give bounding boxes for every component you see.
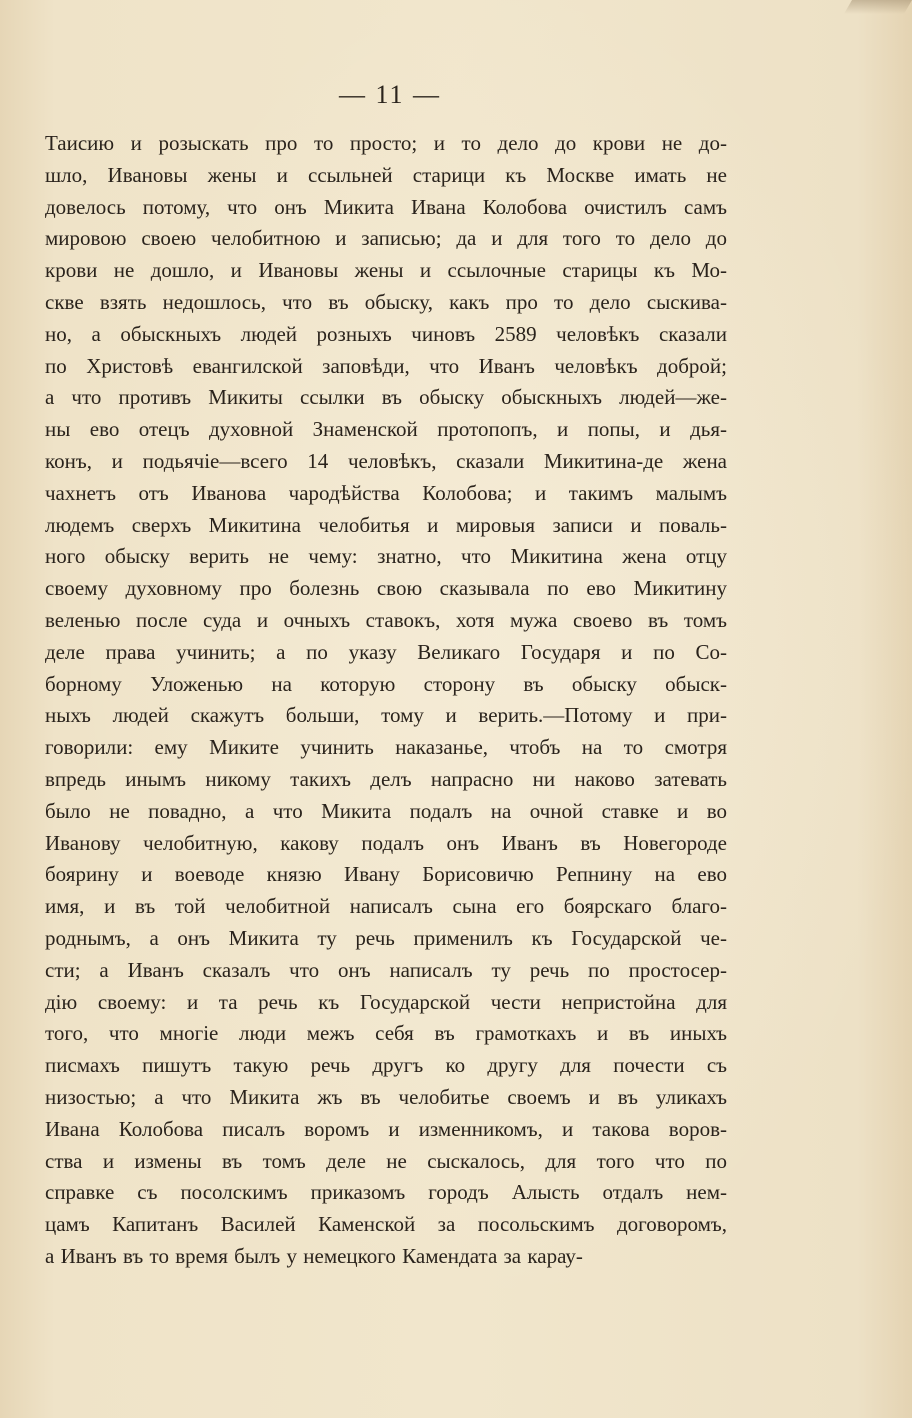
text-line: веленью после суда и очныхъ ставокъ, хотя мужа своево въ томъ (45, 607, 727, 632)
text-line: цамъ Капитанъ Василей Каменской за посольскимъ договоромъ, (45, 1212, 727, 1237)
text-line: своему духовному про болезнь свою сказывала по ево Микитину (45, 576, 727, 601)
text-line: чахнетъ отъ Иванова чародѣйства Колобова; и такимъ малымъ (45, 480, 727, 505)
text-line: справке съ посолскимъ приказомъ городъ Алысть отдалъ нем- (45, 1180, 727, 1205)
text-line: а Иванъ въ то время былъ у немецкого Камендата за карау- (45, 1243, 583, 1268)
text-line: говорили: ему Миките учинить наказанье, чтобъ на то смотря (45, 735, 727, 760)
text-line: сти; а Иванъ сказалъ что онъ написалъ ту речь по простосер- (45, 957, 727, 982)
page-number: — 11 — (338, 80, 442, 109)
text-line: писмахъ пишутъ такую речь другъ ко другу для почести съ (45, 1053, 727, 1078)
text-line: Иванову челобитную, какову подалъ онъ Иванъ въ Новегороде (45, 830, 727, 855)
text-line: роднымъ, а онъ Микита ту речь применилъ къ Государской че- (45, 925, 727, 950)
text-line: боярину и воеводе князю Ивану Борисовичю Репнину на ево (45, 862, 727, 887)
text-line: Таисию и розыскать про то просто; и то дело до крови не до- (45, 131, 727, 155)
text-line: Ивана Колобова писалъ воромъ и изменникомъ, и такова воров- (45, 1116, 727, 1141)
text-line: имя, и въ той челобитной написалъ сына его боярскаго благо- (45, 894, 727, 919)
text-line: дію своему: и та речь къ Государской чести непристойна для (45, 989, 727, 1014)
text-line: скве взять недошлось, что въ обыску, какъ про то дело сыскива- (45, 289, 727, 314)
text-line: ства и измены въ томъ деле не сыскалось, для того что по (45, 1148, 727, 1173)
text-line: но, а обыскныхъ людей розныхъ чиновъ 2589 человѣкъ сказали (45, 321, 727, 346)
page-corner-shadow (844, 0, 912, 14)
text-line: мировою своею челобитною и записью; да и для того то дело до (45, 226, 727, 251)
text-line: ныхъ людей скажутъ больши, тому и верить.—Потому и при- (45, 703, 727, 728)
text-line: деле права учинить; а по указу Великаго Государя и по Со- (45, 639, 727, 664)
text-line: было не повадно, а что Микита подалъ на очной ставке и во (45, 798, 727, 823)
text-line: конъ, и подьячіе—всего 14 человѣкъ, сказали Микитина-де жена (45, 448, 727, 473)
text-line: шло, Ивановы жены и ссыльней старици къ Москве имать не (45, 162, 727, 187)
text-line: борному Уложенью на которую сторону въ обыску обыск- (45, 671, 727, 696)
body-text (45, 128, 727, 1273)
text-line: того, что многіе люди межъ себя въ грамоткахъ и въ иныхъ (45, 1021, 727, 1046)
text-line: ного обыску верить не чему: знатно, что Микитина жена отцу (45, 544, 727, 569)
text-line: довелось потому, что онъ Микита Ивана Колобова очистилъ самъ (45, 194, 727, 219)
text-line: крови не дошло, и Ивановы жены и ссылочные старицы къ Мо- (45, 258, 727, 283)
text-line: низостью; а что Микита жъ въ челобитье своемъ и въ уликахъ (45, 1084, 727, 1109)
text-line: людемъ сверхъ Микитина челобитья и мировыя записи и поваль- (45, 512, 727, 537)
text-line: по Христовѣ евангилской заповѣди, что Иванъ человѣкъ доброй; (45, 353, 727, 378)
text-line: а что противъ Микиты ссылки въ обыску обыскныхъ людей—же- (45, 385, 727, 410)
text-line: ны ево отецъ духовной Знаменской протопопъ, и попы, и дья- (45, 417, 727, 442)
text-line: впредь инымъ никому такихъ делъ напрасно ни наково затевать (45, 766, 727, 791)
